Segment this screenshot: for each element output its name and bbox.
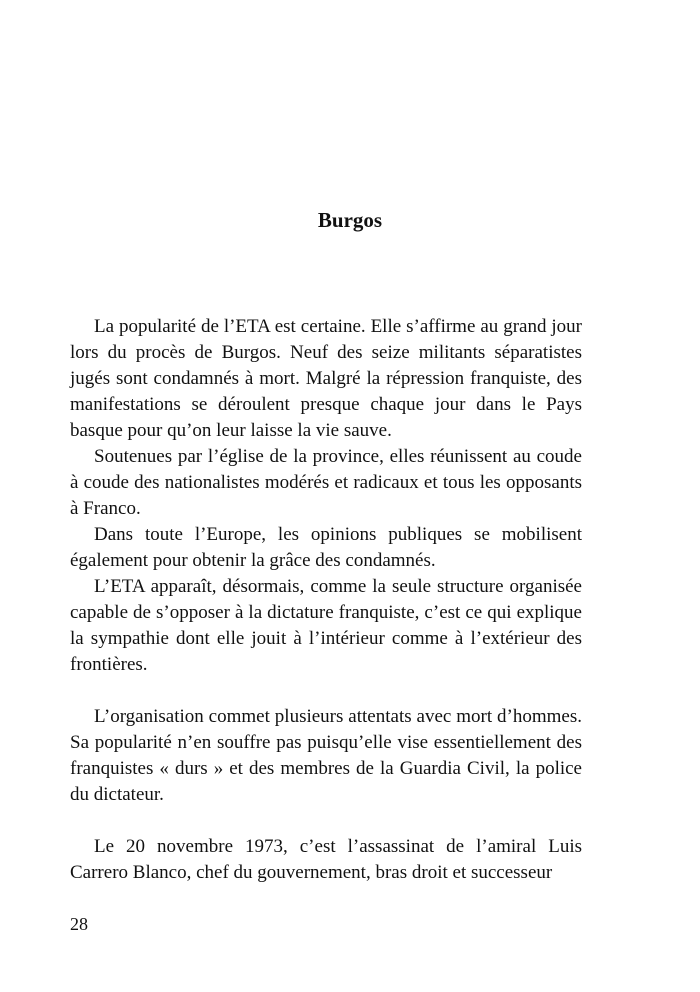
paragraph-spacer	[70, 678, 582, 704]
paragraph: Soutenues par l’église de la province, elles réunissent au coude à coude des nationalistes modérés et radicaux et tous les opposants à Franco.	[70, 446, 582, 519]
body-text	[70, 314, 582, 886]
paragraph: L’organisation commet plusieurs attentats avec mort d’hommes. Sa popularité n’en souffre pas puisqu’elle vise essentiellement des franquistes « durs » et des membres de la Guardia Civil, la police du dictateur.	[70, 706, 582, 805]
paragraph: Le 20 novembre 1973, c’est l’assassinat de l’amiral Luis Carrero Blanco, chef du gouvernement, bras droit et successeur	[70, 836, 582, 883]
paragraph: Dans toute l’Europe, les opinions publiques se mobilisent également pour obtenir la grâce des condamnés.	[70, 524, 582, 571]
paragraph: La popularité de l’ETA est certaine. Elle s’affirme au grand jour lors du procès de Burgos. Neuf des seize militants séparatistes jugés sont condamnés à mort. Malgré la répression franquiste, des manifestations se déroulent presque chaque jour dans le Pays basque pour qu’on leur laisse la vie sauve.	[70, 316, 582, 441]
paragraph: L’ETA apparaît, désormais, comme la seule structure organisée capable de s’opposer à la dictature franquiste, c’est ce qui explique la sympathie dont elle jouit à l’intérieur comme à l’extérieur des frontières.	[70, 576, 582, 675]
paragraph-spacer	[70, 808, 582, 834]
page-number: 28	[70, 914, 88, 934]
chapter-title: Burgos	[317, 208, 383, 232]
